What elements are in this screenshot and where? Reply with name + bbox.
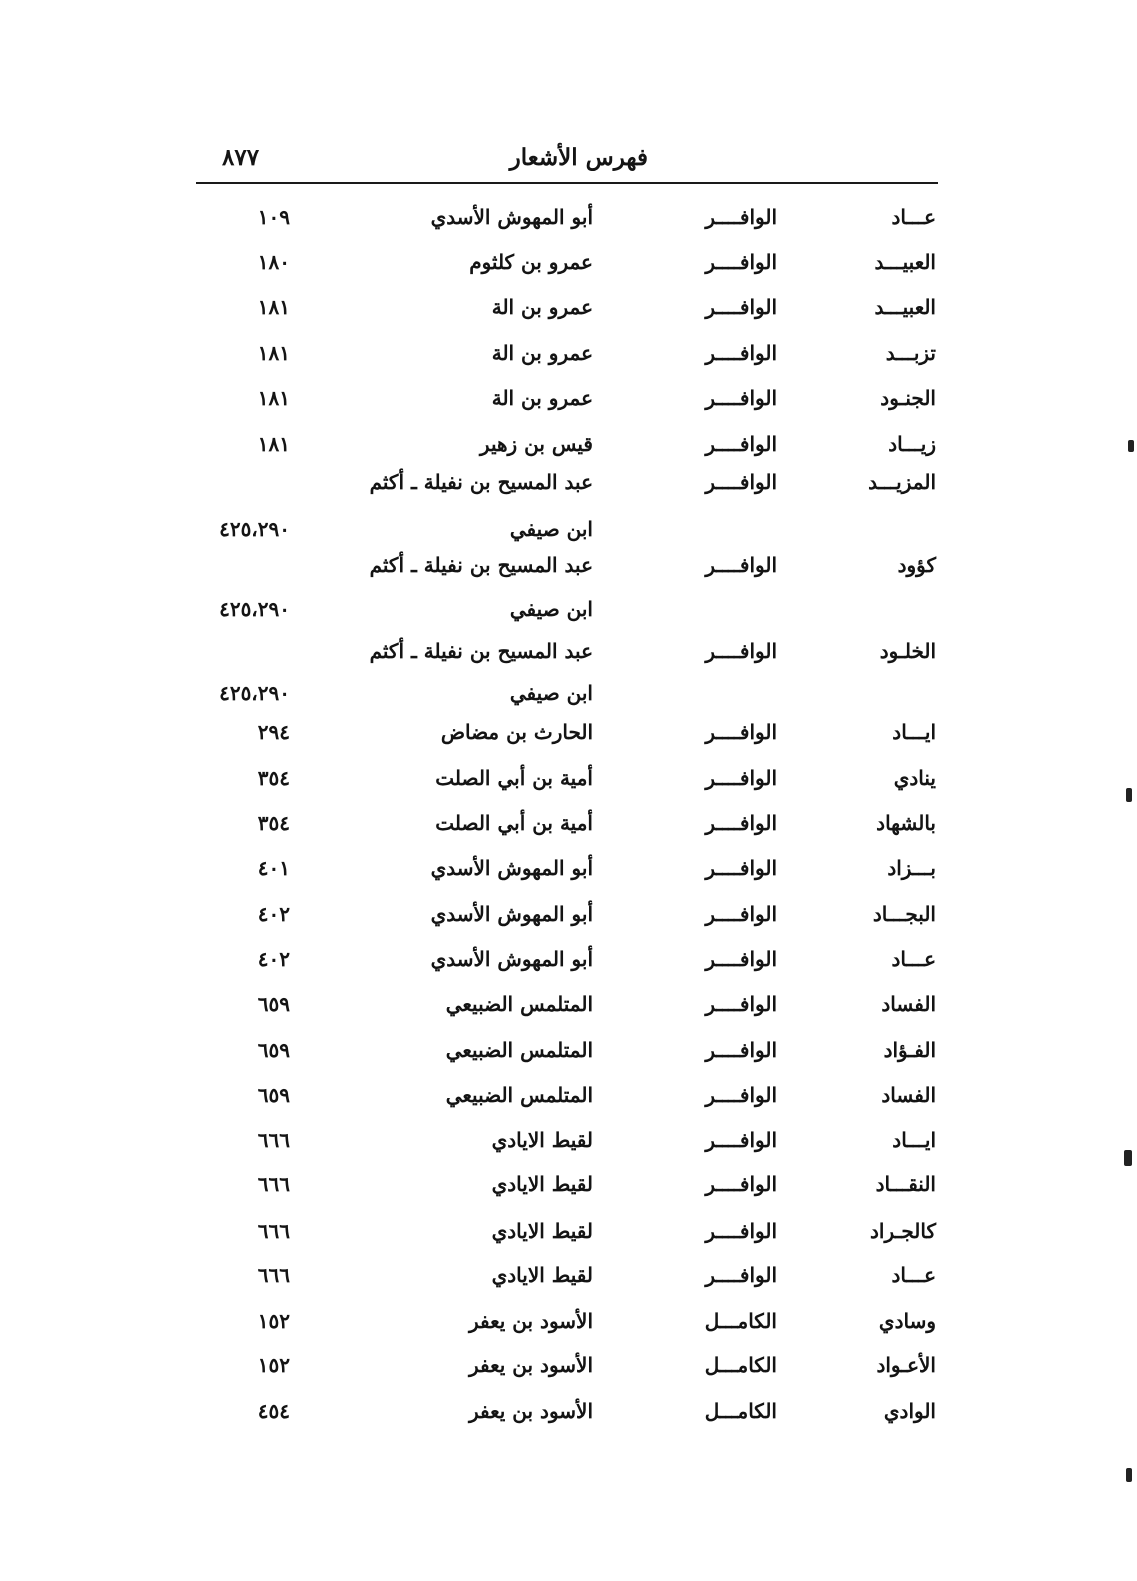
table-row (0, 1123, 1137, 1163)
page-ref-cell: ٦٥٩ (257, 1038, 290, 1062)
meter-cell: الوافــــر (705, 553, 777, 577)
table-row (0, 1214, 1137, 1254)
page-ref-cell: ٤٢٥،٢٩٠ (219, 597, 290, 621)
poet-cell: الأسود بن يعفر (468, 1309, 593, 1333)
page-ref-cell: ١٥٢ (257, 1353, 290, 1377)
rhyme-cell: كؤود (897, 553, 936, 577)
page-ref-cell: ١٨١ (257, 386, 290, 410)
poet-cell: لقيط الايادي (491, 1263, 593, 1287)
meter-cell: الوافــــر (705, 470, 777, 494)
table-row (0, 512, 1137, 552)
meter-cell: الوافــــر (705, 1128, 777, 1152)
page-ref-cell: ٤٢٥،٢٩٠ (219, 681, 290, 705)
rhyme-cell: الفساد (881, 1083, 936, 1107)
rhyme-cell: زيـــاد (888, 432, 936, 456)
poet-cell: أبو المهوش الأسدي (430, 205, 593, 229)
page-ref-cell: ٦٥٩ (257, 992, 290, 1016)
meter-cell: الوافــــر (705, 811, 777, 835)
table-row (0, 634, 1137, 674)
page-ref-cell: ٣٥٤ (257, 766, 290, 790)
poet-cell: عبد المسيح بن نفيلة ـ أكثم (369, 470, 593, 494)
rhyme-cell: النقـــاد (875, 1172, 936, 1196)
poet-cell: ابن صيفي (509, 517, 593, 541)
meter-cell: الكامـــل (704, 1399, 777, 1423)
scan-mark (1126, 788, 1132, 802)
rhyme-cell: الفساد (881, 992, 936, 1016)
table-row (0, 1167, 1137, 1207)
poet-cell: الحارث بن مضاض (440, 720, 593, 744)
table-row (0, 761, 1137, 801)
meter-cell: الوافــــر (705, 902, 777, 926)
meter-cell: الوافــــر (705, 432, 777, 456)
meter-cell: الوافــــر (705, 766, 777, 790)
page-ref-cell: ١٠٩ (257, 205, 290, 229)
meter-cell: الوافــــر (705, 1038, 777, 1062)
rhyme-cell: الوادي (883, 1399, 936, 1423)
meter-cell: الوافــــر (705, 1263, 777, 1287)
meter-cell: الوافــــر (705, 856, 777, 880)
page-ref-cell: ٤٠٢ (257, 947, 290, 971)
page-ref-cell: ١٨١ (257, 341, 290, 365)
page-ref-cell: ٤٠٢ (257, 902, 290, 926)
meter-cell: الوافــــر (705, 720, 777, 744)
rhyme-cell: وسادي (878, 1309, 936, 1333)
table-row (0, 336, 1137, 376)
poet-cell: ابن صيفي (509, 681, 593, 705)
poet-cell: الأسود بن يعفر (468, 1353, 593, 1377)
poet-cell: عبد المسيح بن نفيلة ـ أكثم (369, 639, 593, 663)
rhyme-cell: البجـــاد (872, 902, 936, 926)
meter-cell: الكامـــل (704, 1309, 777, 1333)
poet-cell: أمية بن أبي الصلت (435, 811, 593, 835)
page-ref-cell: ١٨١ (257, 432, 290, 456)
table-row (0, 592, 1137, 632)
rhyme-cell: بـــزاد (887, 856, 936, 880)
meter-cell: الوافــــر (705, 250, 777, 274)
rhyme-cell: الأعـواد (876, 1353, 936, 1377)
page-ref-cell: ١٥٢ (257, 1309, 290, 1333)
poet-cell: عمرو بن الة (491, 341, 593, 365)
poet-cell: لقيط الايادي (491, 1219, 593, 1243)
table-row (0, 715, 1137, 755)
table-row (0, 942, 1137, 982)
page-ref-cell: ٤٠١ (257, 856, 290, 880)
page-ref-cell: ١٨٠ (257, 250, 290, 274)
table-row (0, 987, 1137, 1027)
table-row (0, 427, 1137, 467)
meter-cell: الوافــــر (705, 1219, 777, 1243)
meter-cell: الكامـــل (704, 1353, 777, 1377)
rhyme-cell: العبيـــد (874, 295, 936, 319)
poet-cell: عمرو بن الة (491, 386, 593, 410)
poet-cell: أبو المهوش الأسدي (430, 856, 593, 880)
meter-cell: الوافــــر (705, 639, 777, 663)
rhyme-cell: ايـــاد (892, 1128, 936, 1152)
meter-cell: الوافــــر (705, 947, 777, 971)
page-ref-cell: ٦٦٦ (257, 1219, 290, 1243)
rhyme-cell: الفـؤاد (883, 1038, 936, 1062)
poet-cell: عمرو بن كلثوم (469, 250, 593, 274)
poet-cell: أبو المهوش الأسدي (430, 902, 593, 926)
rhyme-cell: الجنـود (880, 386, 936, 410)
page-ref-cell: ١٨١ (257, 295, 290, 319)
page-ref-cell: ٦٦٦ (257, 1172, 290, 1196)
page-ref-cell: ٤٢٥،٢٩٠ (219, 517, 290, 541)
meter-cell: الوافــــر (705, 205, 777, 229)
page-ref-cell: ٦٦٦ (257, 1128, 290, 1152)
table-row (0, 290, 1137, 330)
page-title: فهرس الأشعار (509, 144, 648, 171)
table-row (0, 1033, 1137, 1073)
table-row (0, 1348, 1137, 1388)
rhyme-cell: العبيـــد (874, 250, 936, 274)
table-row (0, 1078, 1137, 1118)
page-ref-cell: ٤٥٤ (257, 1399, 290, 1423)
table-row (0, 465, 1137, 505)
rhyme-cell: عـــاد (891, 947, 936, 971)
poet-cell: المتلمس الضبيعي (445, 992, 593, 1016)
rhyme-cell: كالجـراد (870, 1219, 936, 1243)
meter-cell: الوافــــر (705, 295, 777, 319)
rhyme-cell: تزبـــد (885, 341, 936, 365)
rhyme-cell: ينادي (893, 766, 936, 790)
meter-cell: الوافــــر (705, 341, 777, 365)
page-ref-cell: ٢٩٤ (257, 720, 290, 744)
poet-cell: لقيط الايادي (491, 1172, 593, 1196)
rhyme-cell: الخلـود (879, 639, 936, 663)
table-row (0, 897, 1137, 937)
poet-cell: قيس بن زهير (479, 432, 593, 456)
poet-cell: عبد المسيح بن نفيلة ـ أكثم (369, 553, 593, 577)
scan-mark (1126, 1468, 1132, 1482)
page-number: ٨٧٧ (222, 144, 260, 171)
rhyme-cell: عـــاد (891, 1263, 936, 1287)
table-row (0, 1304, 1137, 1344)
poet-cell: المتلمس الضبيعي (445, 1083, 593, 1107)
rhyme-cell: ايـــاد (892, 720, 936, 744)
scan-mark (1128, 440, 1134, 452)
poet-cell: الأسود بن يعفر (468, 1399, 593, 1423)
table-row (0, 1394, 1137, 1434)
rhyme-cell: المزيـــد (868, 470, 936, 494)
poet-cell: المتلمس الضبيعي (445, 1038, 593, 1062)
table-row (0, 200, 1137, 240)
meter-cell: الوافــــر (705, 1083, 777, 1107)
page-ref-cell: ٦٥٩ (257, 1083, 290, 1107)
poet-cell: أبو المهوش الأسدي (430, 947, 593, 971)
scan-mark (1124, 1150, 1132, 1166)
page-ref-cell: ٦٦٦ (257, 1263, 290, 1287)
poet-cell: ابن صيفي (509, 597, 593, 621)
table-row (0, 851, 1137, 891)
table-row (0, 806, 1137, 846)
table-row (0, 1258, 1137, 1298)
table-row (0, 245, 1137, 285)
poet-cell: أمية بن أبي الصلت (435, 766, 593, 790)
meter-cell: الوافــــر (705, 992, 777, 1016)
table-row (0, 676, 1137, 716)
poet-cell: عمرو بن الة (491, 295, 593, 319)
rhyme-cell: بالشهاد (876, 811, 936, 835)
table-row (0, 381, 1137, 421)
meter-cell: الوافــــر (705, 1172, 777, 1196)
table-row (0, 548, 1137, 588)
rhyme-cell: عـــاد (891, 205, 936, 229)
poet-cell: لقيط الايادي (491, 1128, 593, 1152)
page-ref-cell: ٣٥٤ (257, 811, 290, 835)
meter-cell: الوافــــر (705, 386, 777, 410)
